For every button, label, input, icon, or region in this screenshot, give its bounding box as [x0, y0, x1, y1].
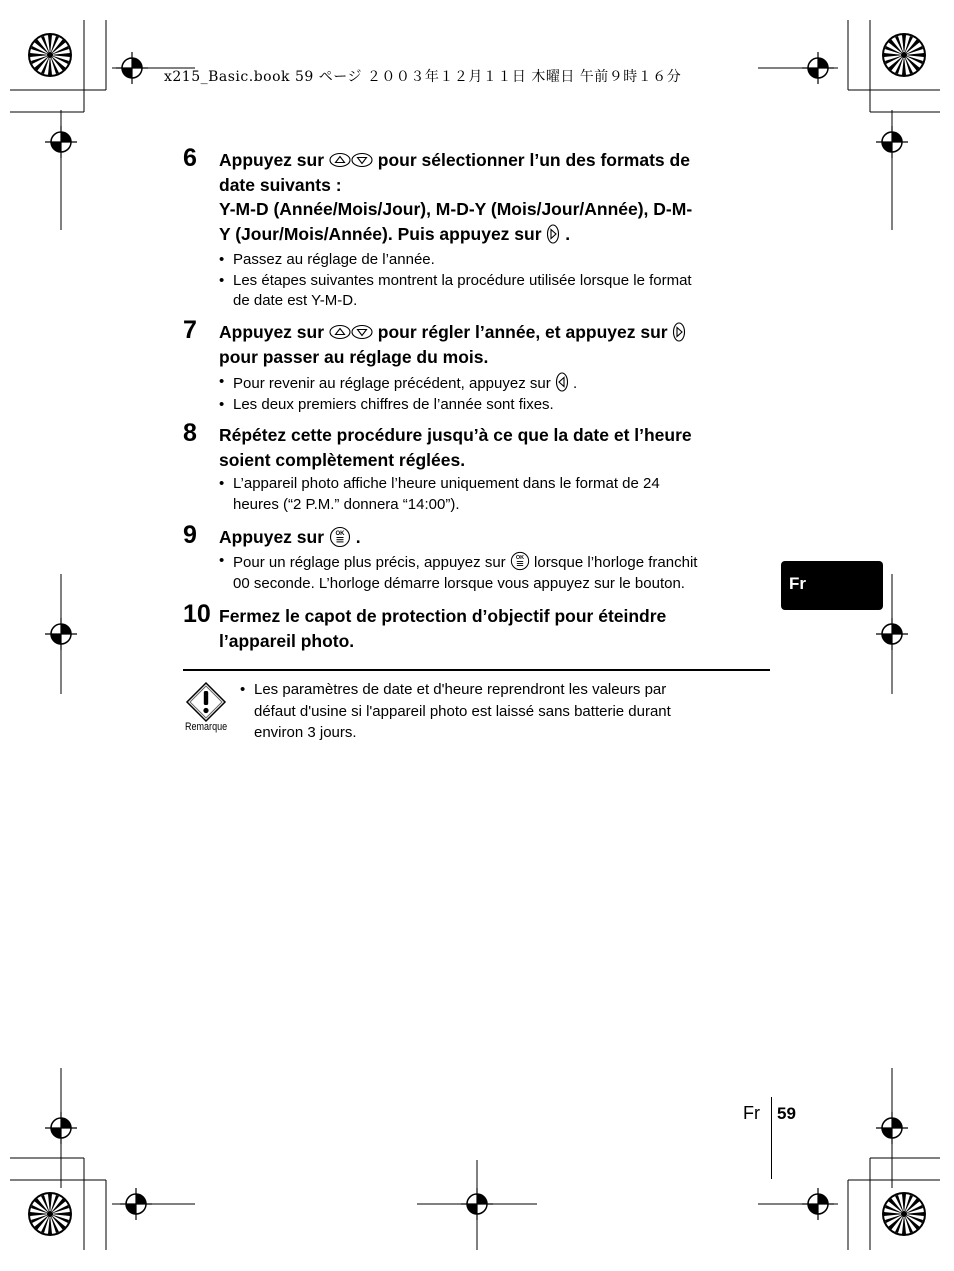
up-arrow-key-icon — [329, 324, 351, 340]
step-7-text-a: Appuyez sur — [219, 322, 325, 342]
left-arrow-key-icon — [555, 372, 569, 392]
footer-divider — [771, 1097, 772, 1179]
step-number-8: 8 — [183, 419, 197, 447]
step-9-text-a: Appuyez sur — [219, 527, 325, 547]
step-9-text-b: . — [355, 527, 361, 547]
step-number-10: 10 — [183, 600, 211, 628]
note-text — [240, 679, 780, 744]
note-line: environ 3 jours. — [254, 724, 357, 741]
step-9-bullets — [219, 551, 779, 594]
ok-button-icon — [329, 526, 351, 548]
step-number-9: 9 — [183, 521, 197, 549]
bullet-text: Les étapes suivantes montrent la procédure utilisée lorsque le format — [233, 271, 692, 289]
step-8-instruction — [219, 423, 779, 472]
bullet-text: lorsque l’horloge franchit — [534, 554, 698, 571]
step-6-text-a: Appuyez sur — [219, 150, 325, 170]
bullet-item — [219, 372, 779, 395]
step-8-text-b: soient complètement réglées. — [219, 449, 466, 470]
bullet-text: L’appareil photo affiche l’heure uniquement dans le format de 24 — [233, 475, 660, 492]
page-number: 59 — [777, 1104, 796, 1123]
language-tab — [781, 561, 883, 610]
bullet-item: • Passez au réglage de l’année. — [219, 250, 779, 271]
right-arrow-key-icon — [672, 322, 686, 342]
step-10-instruction — [219, 604, 779, 653]
bullet-item — [219, 271, 779, 312]
step-7-text-c: pour passer au réglage du mois. — [219, 346, 489, 367]
bullet-item — [219, 551, 779, 594]
step-6-text-c: date suivants : — [219, 174, 342, 195]
down-arrow-key-icon — [351, 152, 373, 168]
right-arrow-key-icon — [546, 224, 560, 244]
step-9-instruction — [219, 525, 779, 550]
print-slug-header: x215_Basic.book 59 ページ ２００３年１２月１１日 木曜日 午前９時１６分 — [164, 69, 682, 85]
step-6-text-d: Y-M-D (Année/Mois/Jour), M-D-Y (Mois/Jour/Année), D-M- — [219, 199, 693, 219]
step-6-instruction — [219, 148, 779, 246]
bullet-item — [219, 474, 779, 515]
step-8-bullets — [219, 474, 779, 515]
note-line: Les paramètres de date et d'heure reprendront les valeurs par — [254, 681, 667, 698]
step-10-text-b: l’appareil photo. — [219, 630, 355, 651]
caution-icon — [185, 681, 227, 723]
bullet-text: de date est Y-M-D. — [233, 292, 358, 309]
down-arrow-key-icon — [351, 324, 373, 340]
note-icon-label: Remarque — [185, 721, 228, 733]
footer-language: Fr — [743, 1103, 760, 1123]
ok-button-icon — [510, 551, 530, 571]
section-divider — [183, 669, 770, 671]
bullet-text: heures (“2 P.M.” donnera “14:00”). — [233, 495, 460, 513]
step-7-text-b: pour régler l’année, et appuyez sur — [377, 322, 668, 342]
step-6-text-f: . — [565, 223, 571, 244]
note-line: défaut d'usine si l'appareil photo est laissé sans batterie durant — [254, 702, 671, 720]
bullet-item: • Les deux premiers chiffres de l’année sont fixes. — [219, 395, 779, 416]
note-bullet — [240, 679, 780, 744]
up-arrow-key-icon — [329, 152, 351, 168]
step-7-bullets — [219, 372, 779, 415]
bullet-text: Pour revenir au réglage précédent, appuyez sur — [233, 375, 551, 392]
bullet-text: Pour un réglage plus précis, appuyez sur — [233, 554, 506, 571]
step-6-bullets — [219, 250, 779, 312]
step-number-6: 6 — [183, 144, 197, 172]
bullet-text: . — [573, 375, 578, 392]
bullet-text: 00 seconde. L’horloge démarre lorsque vous appuyez sur le bouton. — [233, 574, 685, 592]
step-6-text-b: pour sélectionner l’un des formats de — [377, 150, 690, 170]
step-6-text-e: Y (Jour/Mois/Année). Puis appuyez sur — [219, 223, 542, 244]
step-8-text-a: Répétez cette procédure jusqu’à ce que la date et l’heure — [219, 425, 692, 445]
step-10-text-a: Fermez le capot de protection d’objectif pour éteindre — [219, 606, 667, 626]
step-7-instruction — [219, 320, 779, 369]
language-tab-label: Fr — [789, 574, 806, 593]
step-number-7: 7 — [183, 316, 197, 344]
